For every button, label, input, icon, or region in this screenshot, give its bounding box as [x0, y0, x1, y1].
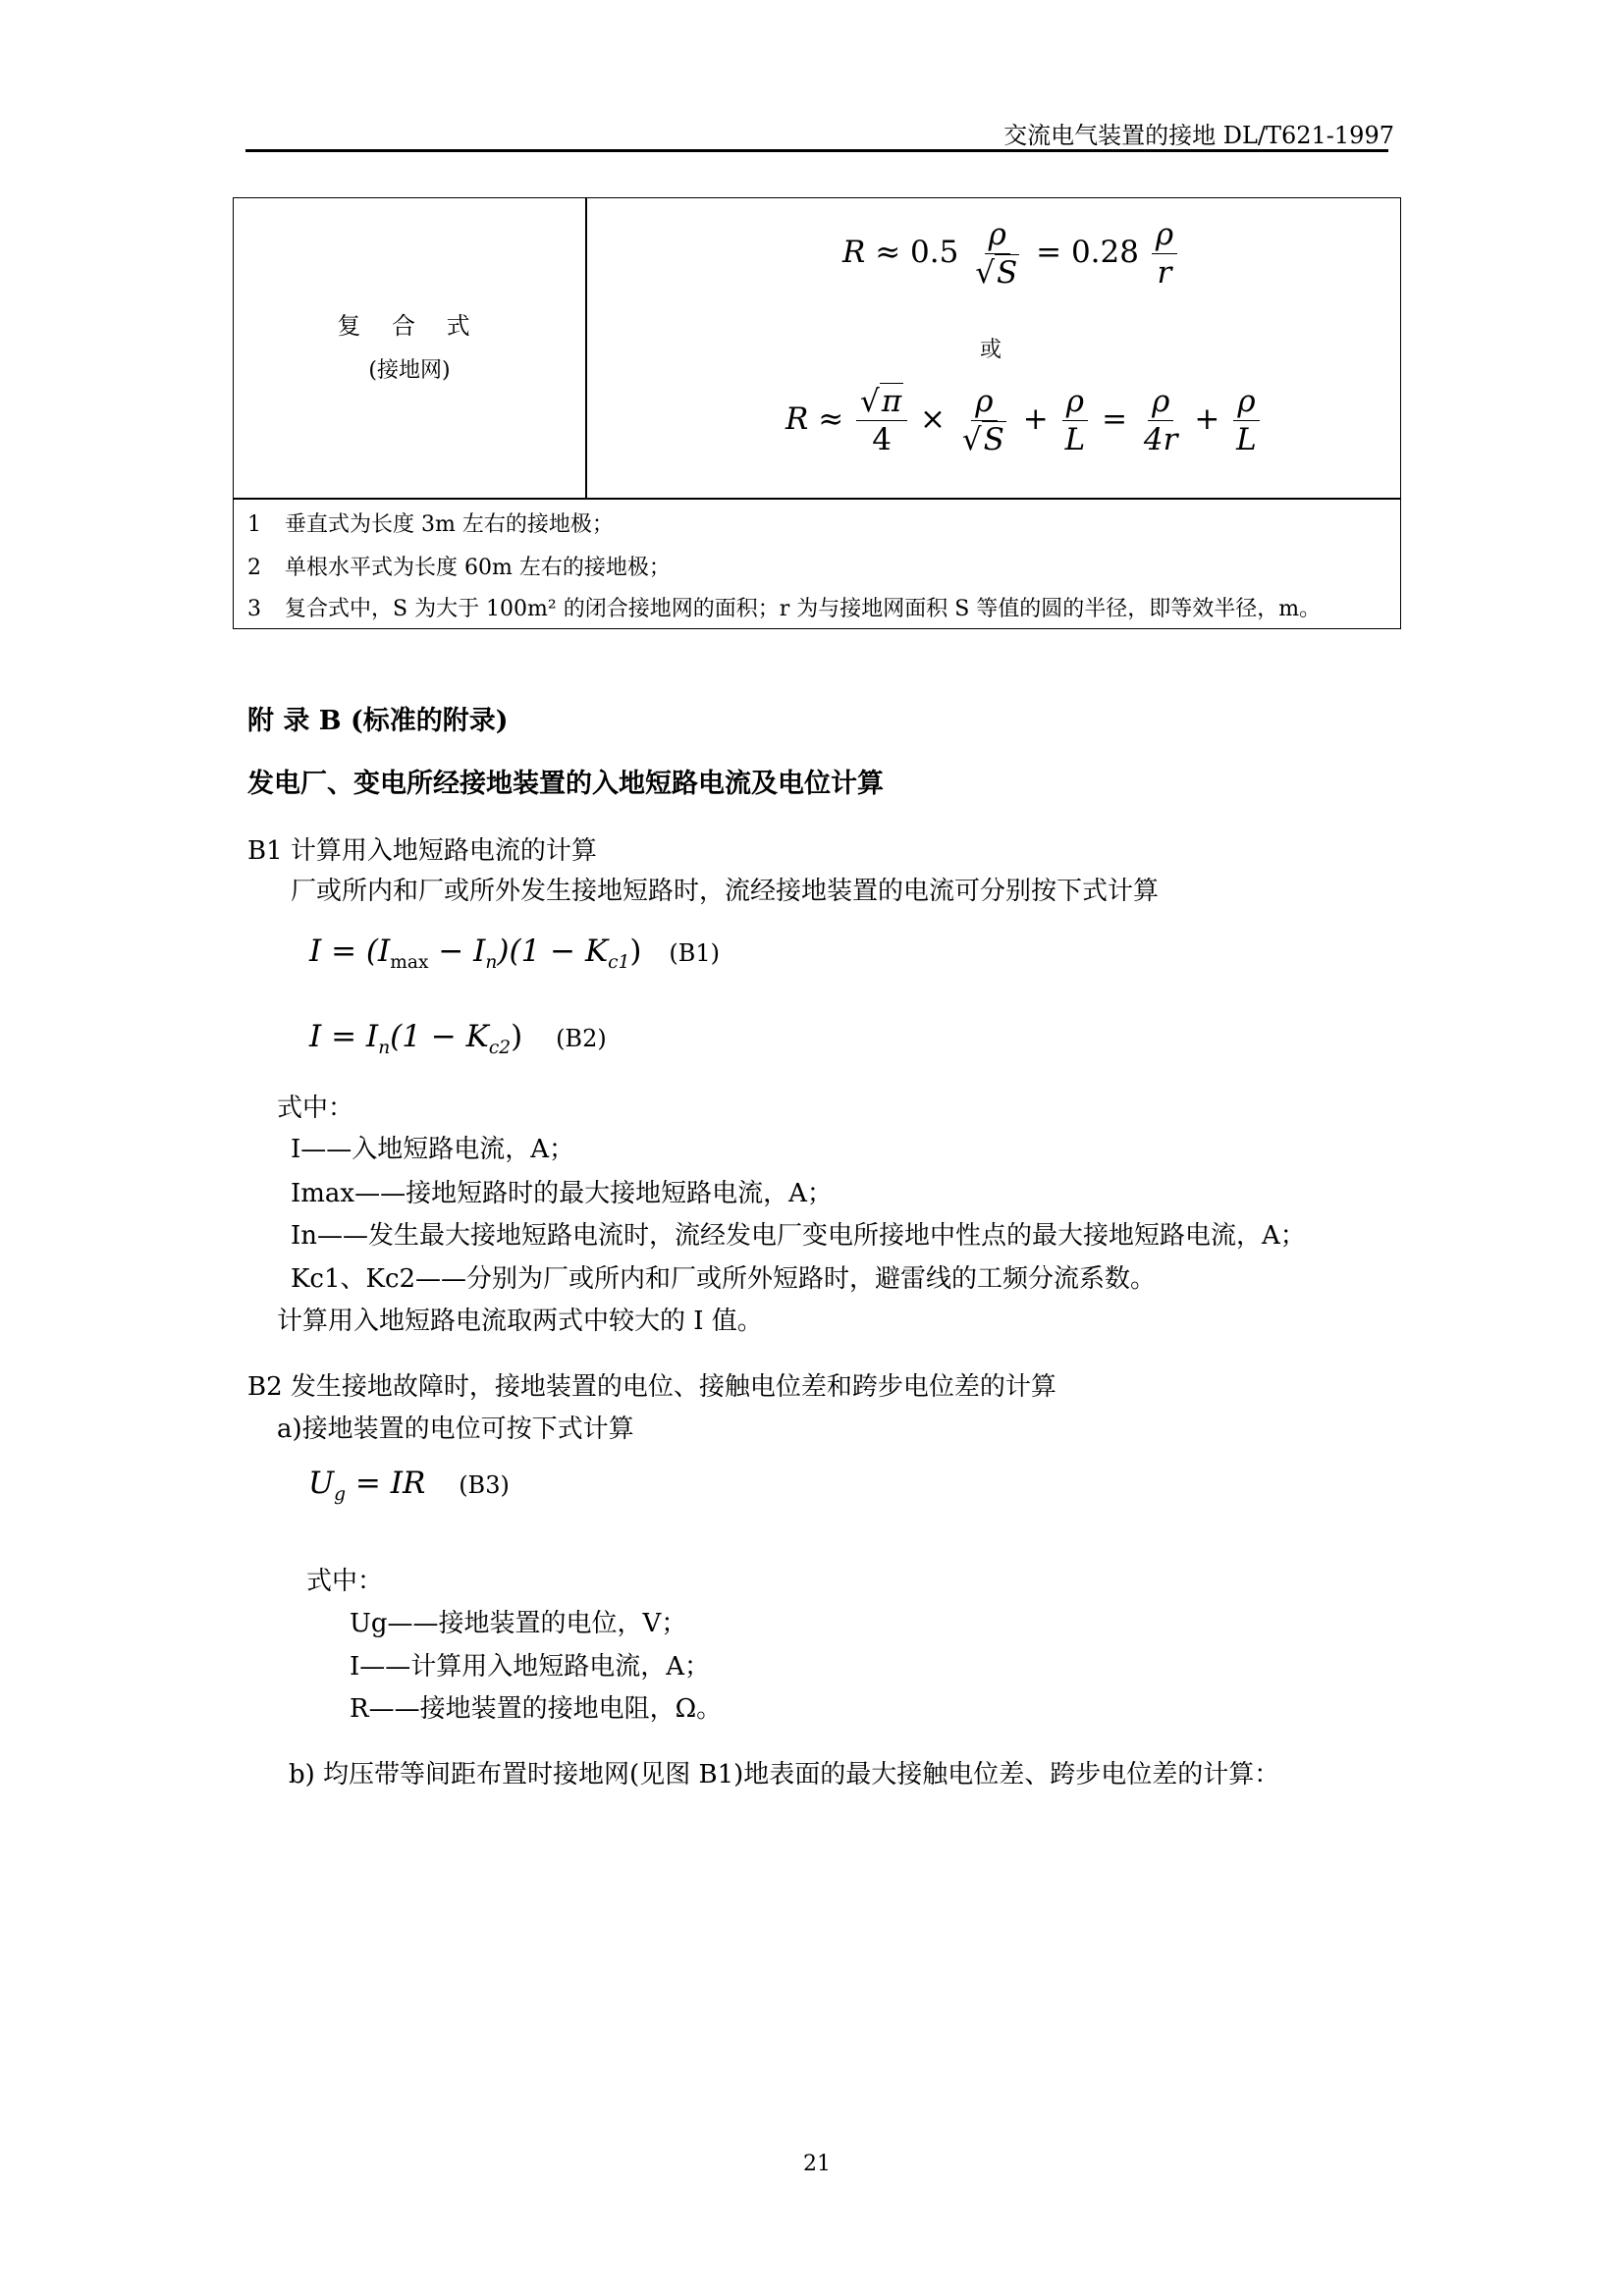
eq-part: I = (I	[309, 934, 391, 969]
fraction	[1152, 218, 1177, 290]
section-b2-item-a: a)接地装置的电位可按下式计算	[277, 1415, 634, 1444]
eq-subscript: c1	[608, 952, 630, 974]
section-b2-item-b: b) 均压带等间距布置时接地网(见图 B1)地表面的最大接触电位差、跨步电位差的计算：	[289, 1760, 1280, 1789]
appendix-subtitle: 发电厂、变电所经接地装置的入地短路电流及电位计算	[247, 769, 884, 799]
formula-symbol: 0.28	[1070, 235, 1139, 271]
where-label: 式中：	[277, 1094, 354, 1123]
fraction: $\frac{√\pi}{4}$	[856, 385, 907, 456]
grounding-resistance-table	[233, 197, 1401, 629]
row-label: 复 合 式	[337, 312, 482, 340]
section-b2-heading: B2 发生接地故障时，接地装置的电位、接触电位差和跨步电位差的计算	[247, 1372, 1056, 1402]
table-row-divider	[234, 498, 1400, 500]
eq-part: )	[511, 1019, 523, 1054]
equation-label: (B3)	[459, 1471, 510, 1499]
definition-line: Ug——接地装置的电位，V；	[350, 1609, 687, 1638]
formula-composite-2	[785, 385, 1264, 456]
fraction-denominator: r	[1157, 255, 1172, 292]
formula-symbol: =	[1036, 235, 1062, 271]
formula-composite-1	[842, 218, 1180, 290]
eq-part: = IR	[346, 1466, 426, 1501]
row-sublabel: (接地网)	[368, 358, 451, 383]
fraction-denominator: 4	[872, 422, 892, 458]
equation-label: (B1)	[669, 939, 721, 967]
fraction: $\frac{\rho}{√S}$	[975, 217, 1018, 292]
eq-part: U	[308, 1466, 335, 1501]
eq-subscript: n	[485, 952, 498, 974]
fraction-numerator: ρ	[971, 385, 997, 421]
equation-label: (B2)	[556, 1025, 607, 1052]
eq-part: (1 − K	[390, 1019, 489, 1054]
fraction	[1232, 385, 1261, 456]
formula-symbol: +	[1022, 401, 1049, 438]
fraction-denominator: L	[1064, 422, 1086, 458]
eq-part: )	[629, 934, 642, 969]
fraction-numerator: ρ	[1152, 218, 1177, 254]
formula-symbol: R	[785, 401, 809, 438]
note-number: 3	[247, 597, 261, 621]
equation-b3	[308, 1466, 510, 1505]
where-label: 式中：	[306, 1567, 384, 1596]
fraction-numerator: ρ	[985, 218, 1010, 254]
or-connector: 或	[980, 338, 1002, 362]
formula-symbol: +	[1194, 401, 1220, 438]
fraction-numerator: ρ	[1233, 385, 1259, 421]
fraction-numerator: ρ	[1062, 385, 1088, 421]
note-text: 复合式中，S 为大于 100m² 的闭合接地网的面积；r 为与接地网面积 S 等值的圆的半径，即等效半径，m。	[285, 597, 1322, 621]
eq-part: − I	[428, 934, 486, 969]
fraction-numerator: π	[881, 384, 902, 419]
formula-symbol: 0.5	[910, 235, 959, 271]
note-text: 单根水平式为长度 60m 左右的接地极；	[285, 556, 671, 580]
definition-line: Kc1、Kc2——分别为厂或所内和厂或所外短路时，避雷线的工频分流系数。	[291, 1264, 1157, 1294]
eq-part: )(1 − K	[497, 934, 609, 969]
eq-subscript: max	[390, 952, 429, 974]
page-number: 21	[803, 2152, 831, 2176]
note-number: 1	[247, 512, 261, 537]
table-note	[247, 507, 614, 538]
appendix-title: 附 录 B (标准的附录)	[247, 706, 509, 736]
eq-subscript: c2	[488, 1038, 512, 1059]
table-column-divider	[585, 198, 587, 498]
header-rule	[245, 149, 1388, 152]
formula-symbol: ×	[920, 401, 947, 438]
definition-line: I——入地短路电流，A；	[291, 1135, 575, 1164]
fraction	[1140, 385, 1182, 456]
fraction: $\frac{\rho}{√S}$	[961, 384, 1004, 458]
note-text: 垂直式为长度 3m 左右的接地极；	[285, 512, 614, 537]
running-header: 交流电气装置的接地 DL/T621-1997	[1003, 122, 1394, 149]
formula-symbol: =	[1102, 401, 1128, 438]
definition-line: Imax——接地短路时的最大接地短路电流，A；	[291, 1179, 833, 1208]
table-note	[247, 592, 1321, 622]
eq-subscript: n	[378, 1038, 391, 1059]
formula-symbol: ≈	[818, 401, 844, 438]
note-number: 2	[247, 556, 261, 580]
eq-part: I = I	[309, 1019, 379, 1054]
table-note	[247, 551, 671, 581]
fraction-denominator: S	[996, 255, 1018, 292]
section-b1-conclusion: 计算用入地短路电流取两式中较大的 I 值。	[277, 1307, 763, 1336]
eq-subscript: g	[334, 1484, 347, 1506]
definition-line: In——发生最大接地短路电流时，流经发电厂变电所接地中性点的最大接地短路电流，A；	[291, 1221, 1306, 1251]
definition-line: I——计算用入地短路电流，A；	[350, 1652, 711, 1682]
fraction-denominator: 4r	[1143, 422, 1178, 458]
formula-symbol: R	[842, 235, 866, 271]
fraction	[1061, 385, 1090, 456]
equation-b2	[309, 1019, 607, 1058]
equation-b1	[309, 934, 720, 973]
section-b1-intro: 厂或所内和厂或所外发生接地短路时，流经接地装置的电流可分别按下式计算	[291, 877, 1160, 906]
fraction-denominator: L	[1236, 422, 1257, 458]
fraction-denominator: S	[983, 422, 1004, 458]
definition-line: R——接地装置的接地电阻，Ω。	[350, 1694, 723, 1724]
fraction-numerator: ρ	[1148, 385, 1173, 421]
formula-symbol: ≈	[875, 235, 901, 271]
section-b1-heading: B1 计算用入地短路电流的计算	[247, 836, 597, 866]
